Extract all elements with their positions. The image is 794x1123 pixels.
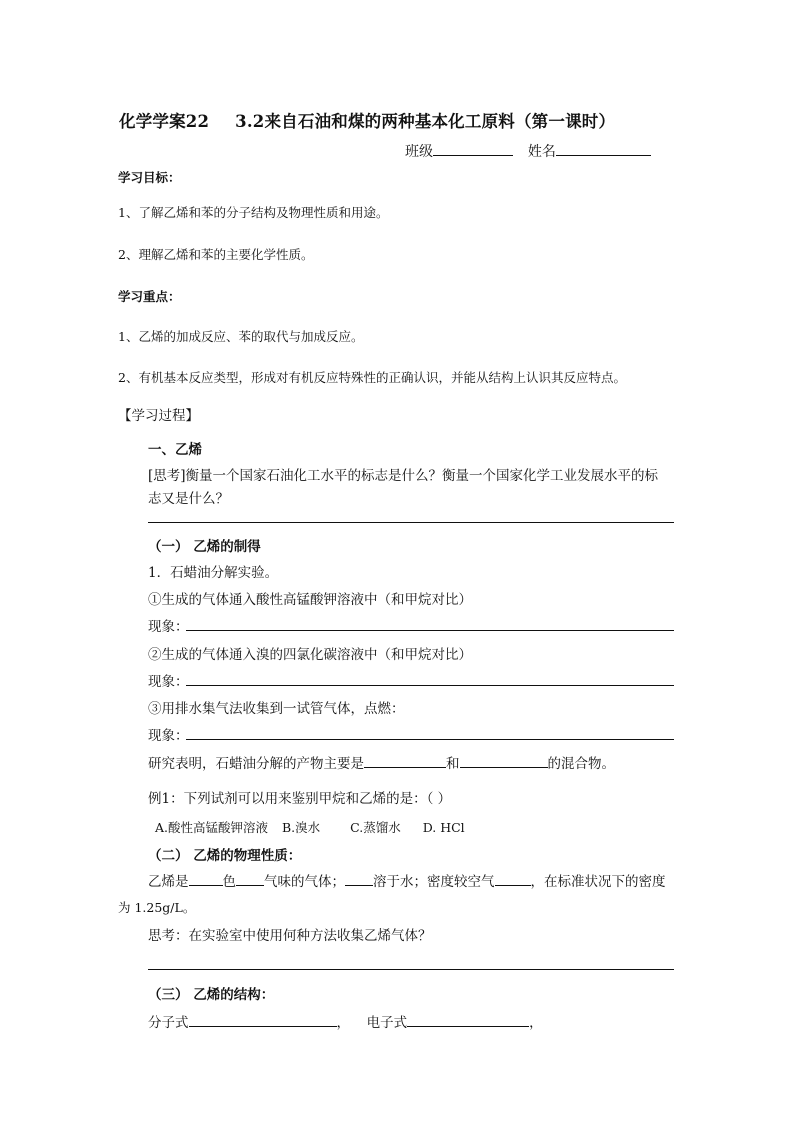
- class-name-line: [405, 141, 651, 161]
- phys-text-d: 溶于水；密度较空气: [373, 874, 495, 890]
- research-blank-1[interactable]: [364, 767, 446, 768]
- think1-line2: 志又是什么？: [148, 491, 229, 507]
- research-text-a: 研究表明，石蜡油分解的产物主要是: [148, 756, 364, 772]
- phenomenon-label-2: 现象：: [148, 674, 189, 690]
- research-text-and: 和: [446, 756, 460, 772]
- structure-line: [148, 1011, 543, 1031]
- objective-item-1: 1、了解乙烯和苯的分子结构及物理性质和用途。: [118, 205, 389, 220]
- physical-density-line: 为 1.25g/L。: [118, 900, 196, 915]
- objectives-heading: 学习目标：: [118, 170, 181, 185]
- key-point-item-1: 1、乙烯的加成反应、苯的取代与加成反应。: [118, 329, 364, 344]
- solubility-blank[interactable]: [345, 885, 373, 886]
- name-blank[interactable]: [556, 155, 651, 156]
- phys-text-e: ，在标准状况下的密度: [530, 874, 666, 890]
- name-label: 姓名: [527, 144, 556, 160]
- think1-line1: [思考]衡量一个国家石油化工水平的标志是什么？衡量一个国家化学工业发展水平的标: [148, 468, 659, 484]
- experiment-step-1: ①生成的气体通入酸性高锰酸钾溶液中（和甲烷对比）: [148, 592, 472, 608]
- option-d[interactable]: D. HCl: [422, 820, 465, 835]
- title-number: 化学学案22: [119, 112, 210, 131]
- phys-text-a: 乙烯是: [148, 874, 189, 890]
- odor-blank[interactable]: [236, 885, 264, 886]
- phenomenon-line-3[interactable]: [186, 739, 674, 740]
- subsection-structure: （三） 乙烯的结构：: [148, 987, 275, 1003]
- think2-question: 思考：在实验室中使用何种方法收集乙烯气体？: [148, 928, 432, 944]
- key-point-item-2: 2、有机基本反应类型，形成对有机反应特殊性的正确认识，并能从结构上认识其反应特点。: [118, 370, 626, 385]
- option-c[interactable]: C.蒸馏水: [350, 820, 401, 835]
- comma-1: ，: [336, 1015, 350, 1031]
- experiment-step-3: ③用排水集气法收集到一试管气体，点燃：: [148, 701, 405, 717]
- color-blank[interactable]: [189, 885, 223, 886]
- research-sentence: [148, 752, 615, 772]
- formula-label: 分子式: [148, 1015, 189, 1031]
- title-topic: 3.2来自石油和煤的两种基本化工原料（第一课时）: [235, 112, 616, 131]
- class-label: 班级: [405, 144, 433, 160]
- research-blank-2[interactable]: [460, 767, 548, 768]
- phenomenon-label-3: 现象：: [148, 728, 189, 744]
- phys-text-c: 气味的气体；: [264, 874, 345, 890]
- example-question: 例1：下列试剂可以用来鉴别甲烷和乙烯的是：（ ）: [148, 791, 452, 807]
- page-title: [119, 108, 615, 132]
- electron-blank[interactable]: [407, 1026, 529, 1027]
- comma-2: ，: [529, 1015, 543, 1031]
- process-heading: 【学习过程】: [118, 408, 199, 424]
- experiment-title: 1．石蜡油分解实验。: [148, 565, 279, 581]
- subsection-preparation: （一） 乙烯的制得: [148, 539, 261, 555]
- formula-blank[interactable]: [189, 1026, 337, 1027]
- experiment-step-2: ②生成的气体通入溴的四氯化碳溶液中（和甲烷对比）: [148, 647, 472, 663]
- example-options: [155, 818, 465, 836]
- density-blank[interactable]: [495, 885, 531, 886]
- objective-item-2: 2、理解乙烯和苯的主要化学性质。: [118, 247, 314, 262]
- phenomenon-label-1: 现象：: [148, 619, 189, 635]
- section-ethylene: 一、乙烯: [148, 442, 202, 458]
- class-blank[interactable]: [433, 155, 513, 156]
- physical-sentence: [148, 870, 666, 890]
- phenomenon-line-1[interactable]: [186, 630, 674, 631]
- phenomenon-line-2[interactable]: [186, 685, 674, 686]
- research-text-b: 的混合物。: [547, 756, 615, 772]
- key-points-heading: 学习重点：: [118, 289, 181, 304]
- phys-text-b: 色: [222, 874, 236, 890]
- subsection-physical: （二） 乙烯的物理性质：: [148, 848, 302, 864]
- answer-line-think2[interactable]: [148, 969, 674, 970]
- option-a[interactable]: A.酸性高锰酸钾溶液: [155, 820, 269, 835]
- electron-label: 电子式: [366, 1015, 408, 1031]
- option-b[interactable]: B.溴水: [281, 820, 321, 835]
- answer-line-think1[interactable]: [148, 522, 674, 523]
